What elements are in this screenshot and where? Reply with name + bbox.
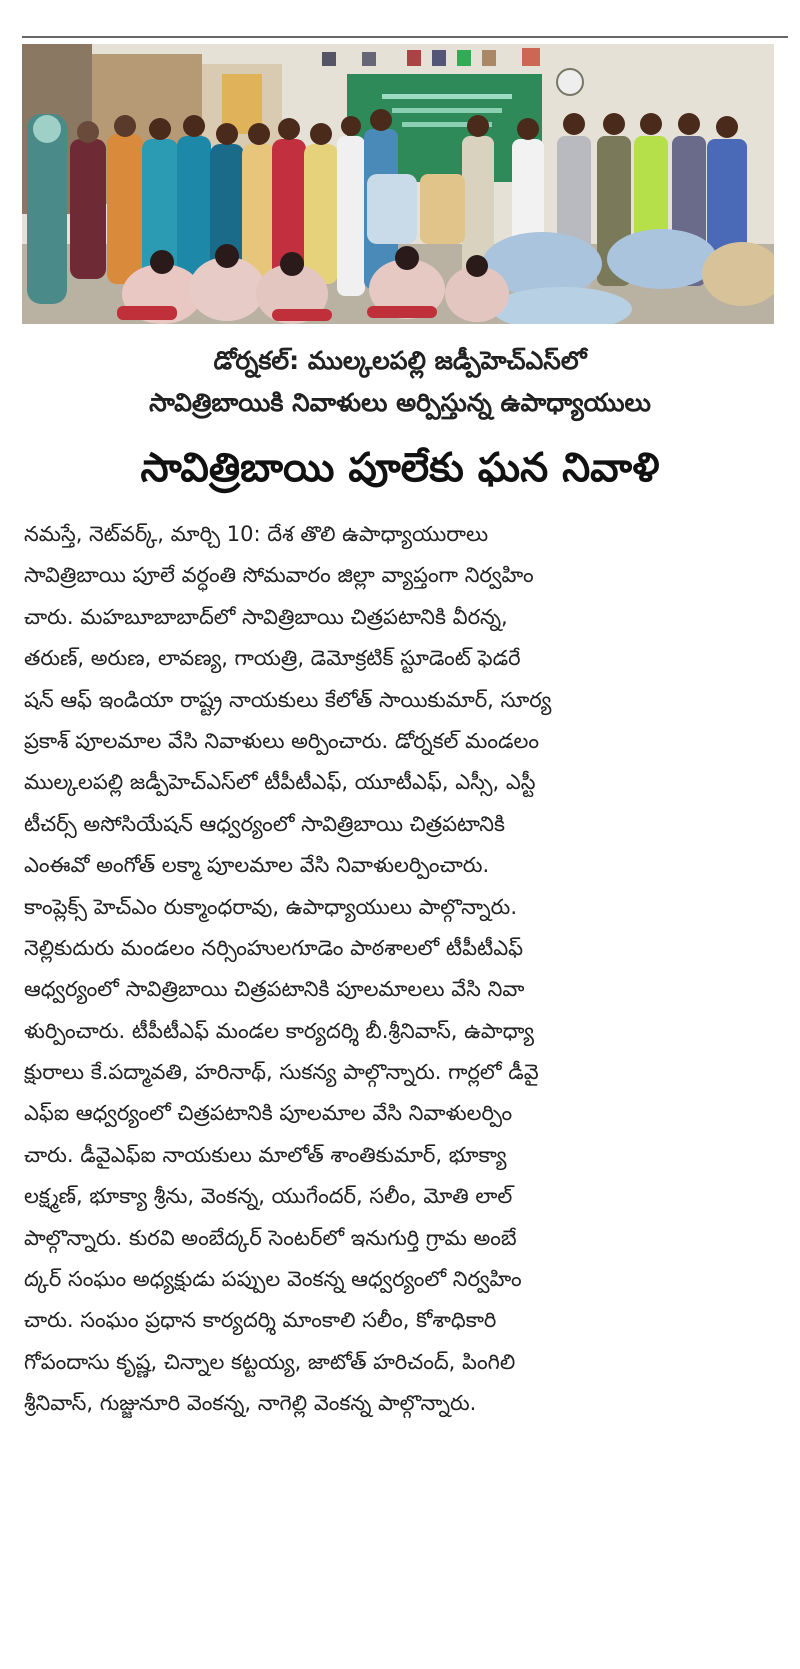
article-line: నమస్తే, నెట్‌వర్క్, మార్చి 10: దేశ తొలి ఉపాధ్యాయురాలు: [24, 522, 489, 546]
news-photo: [22, 44, 774, 324]
caption-line-1: డోర్నకల్: ముల్కలపల్లి జడ్పీహెచ్‌ఎస్‌లో: [213, 346, 587, 375]
article-headline: సావిత్రిబాయి పూలేకు ఘన నివాళి: [140, 445, 660, 491]
article-body: [24, 514, 780, 1425]
article-line: పాల్గొన్నారు. కురవి అంబేద్కర్ సెంటర్‌లో ఇనుగుర్తి గ్రామ అంబే: [24, 1225, 517, 1250]
article-line: టీచర్స్ అసోసియేషన్ ఆధ్వర్యంలో సావిత్రిబాయి చిత్రపటానికి: [24, 811, 506, 836]
article-line: చారు. డీవైఎఫ్‌ఐ నాయకులు మాలోత్ శాంతికుమార్, భూక్యా: [24, 1142, 507, 1167]
article-line: షన్ ఆఫ్ ఇండియా రాష్ట్ర నాయకులు కేలోత్ సాయికుమార్, సూర్య: [24, 687, 552, 712]
article-line: తరుణ్, అరుణ, లావణ్య, గాయత్రి, డెమోక్రటిక్ స్టూడెంట్ ఫెడరే: [24, 646, 521, 671]
article-line: ప్రకాశ్ పూలమాల వేసి నివాళులు అర్పించారు. డోర్నకల్ మండలం: [24, 728, 540, 753]
section-divider: [22, 36, 788, 38]
article-line: శ్రీనివాస్, గుజ్జునూరి వెంకన్న, నాగెల్లి వెంకన్న పాల్గొన్నారు.: [24, 1391, 477, 1416]
article-line: కాంప్లెక్స్ హెచ్‌ఎం రుక్మాంధరావు, ఉపాధ్యాయులు పాల్గొన్నారు.: [24, 894, 517, 919]
article-line: ఎఫ్‌ఐ ఆధ్వర్యంలో చిత్రపటానికి పూలమాల వేసి నివాళులర్పిం: [24, 1101, 513, 1126]
article-line: సావిత్రిబాయి పూలే వర్ధంతి సోమవారం జిల్లా వ్యాప్తంగా నిర్వహిం: [24, 563, 534, 588]
article-line: క్షురాలు కే.పద్మావతి, హరినాథ్, సుకన్య పాల్గొన్నారు. గార్లలో డీవై: [24, 1060, 539, 1085]
top-clipped-text-strip: [0, 0, 800, 22]
article-line: ముల్కలపల్లి జడ్పీహెచ్‌ఎస్‌లో టీపీటీఎఫ్, యూటీఎఫ్, ఎస్సీ, ఎస్టీ: [24, 770, 536, 795]
article-line: ఎంఈవో అంగోత్ లక్మా పూలమాల వేసి నివాళులర్పించారు.: [24, 853, 490, 878]
caption-line-2: సావిత్రిబాయికి నివాళులు అర్పిస్తున్న ఉపాధ్యాయులు: [149, 388, 651, 417]
article-line: ళుర్పించారు. టీపీటీఎఫ్ మండల కార్యదర్శి బీ.శ్రీనివాస్, ఉపాధ్యా: [24, 1018, 535, 1043]
article-line: నెల్లికుదురు మండలం నర్సింహులగూడెం పాఠశాలలో టీపీటీఎఫ్: [24, 935, 524, 960]
article-line: లక్ష్మణ్, భూక్యా శ్రీను, వెంకన్న, యుగేందర్, సలీం, మోతి లాల్: [24, 1184, 513, 1209]
group-photo-icon: [22, 44, 774, 324]
article-line: గోపందాసు కృష్ణ, చిన్నాల కట్టయ్య, జాటోత్ హరిచంద్, పింగిలి: [24, 1349, 516, 1374]
article-line: ఆధ్వర్యంలో సావిత్రిబాయి చిత్రపటానికి పూలమాలలు వేసి నివా: [24, 977, 525, 1002]
article-line: చారు. సంఘం ప్రధాన కార్యదర్శి మాంకాలి సలీం, కోశాధికారి: [24, 1308, 497, 1333]
photo-caption: [22, 340, 778, 424]
article-line: చారు. మహబూబాబాద్‌లో సావిత్రిబాయి చిత్రపటానికి వీరన్న,: [24, 604, 508, 629]
article-line: ద్కర్ సంఘం అధ్యక్షుడు పప్పుల వెంకన్న ఆధ్వర్యంలో నిర్వహిం: [24, 1267, 522, 1292]
